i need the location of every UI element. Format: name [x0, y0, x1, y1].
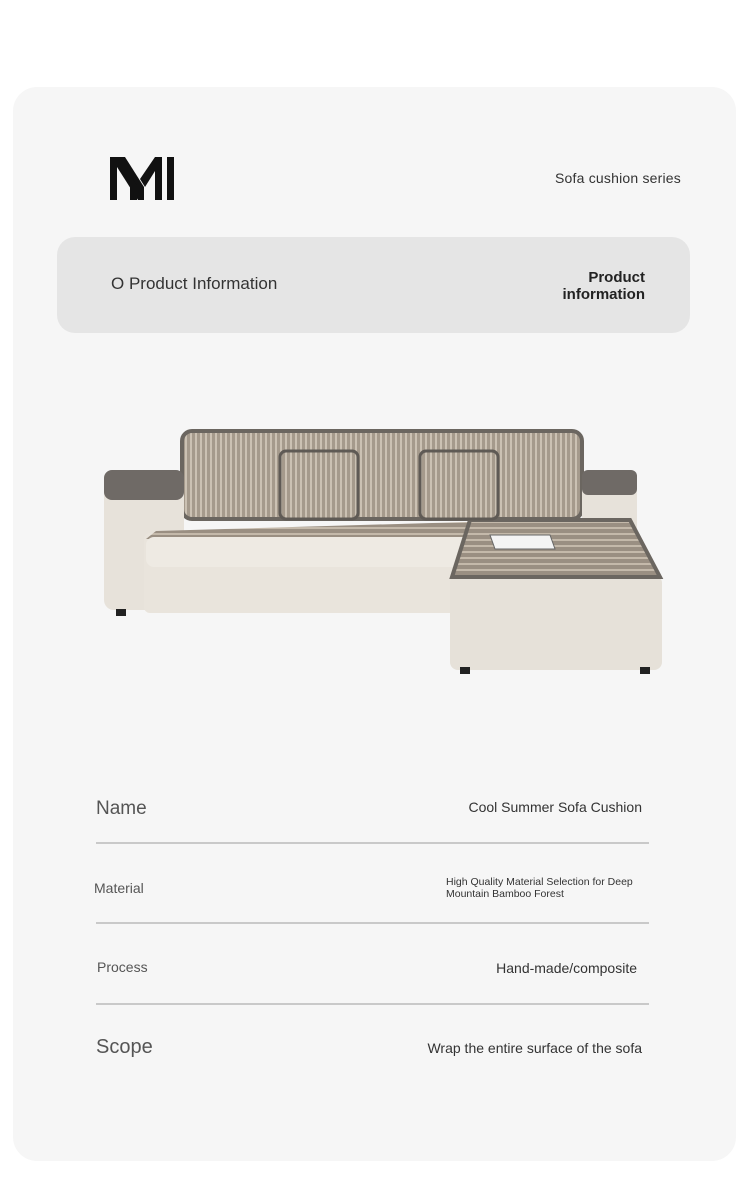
- spec-label: Scope: [96, 1036, 153, 1058]
- spec-row-scope: [96, 1030, 649, 1070]
- spec-row-name: [96, 790, 649, 844]
- spec-value: Hand-made/composite: [496, 960, 637, 976]
- spec-value: Wrap the entire surface of the sofa: [427, 1040, 642, 1056]
- spec-row-material: [96, 870, 649, 924]
- product-info-banner: [57, 237, 690, 333]
- spec-row-process: [96, 952, 649, 1005]
- spec-label: Material: [94, 880, 144, 896]
- brand-logo: [110, 157, 174, 200]
- spec-value: Cool Summer Sofa Cushion: [468, 799, 642, 815]
- sofa-image: [100, 425, 670, 680]
- series-label: Sofa cushion series: [555, 170, 681, 186]
- spec-value: High Quality Material Selection for Deep Mountain Bamboo Forest: [446, 876, 633, 900]
- banner-title: O Product Information: [111, 274, 278, 293]
- spec-label: Name: [96, 798, 147, 819]
- banner-subtitle: Product information: [562, 269, 645, 303]
- spec-label: Process: [97, 959, 148, 975]
